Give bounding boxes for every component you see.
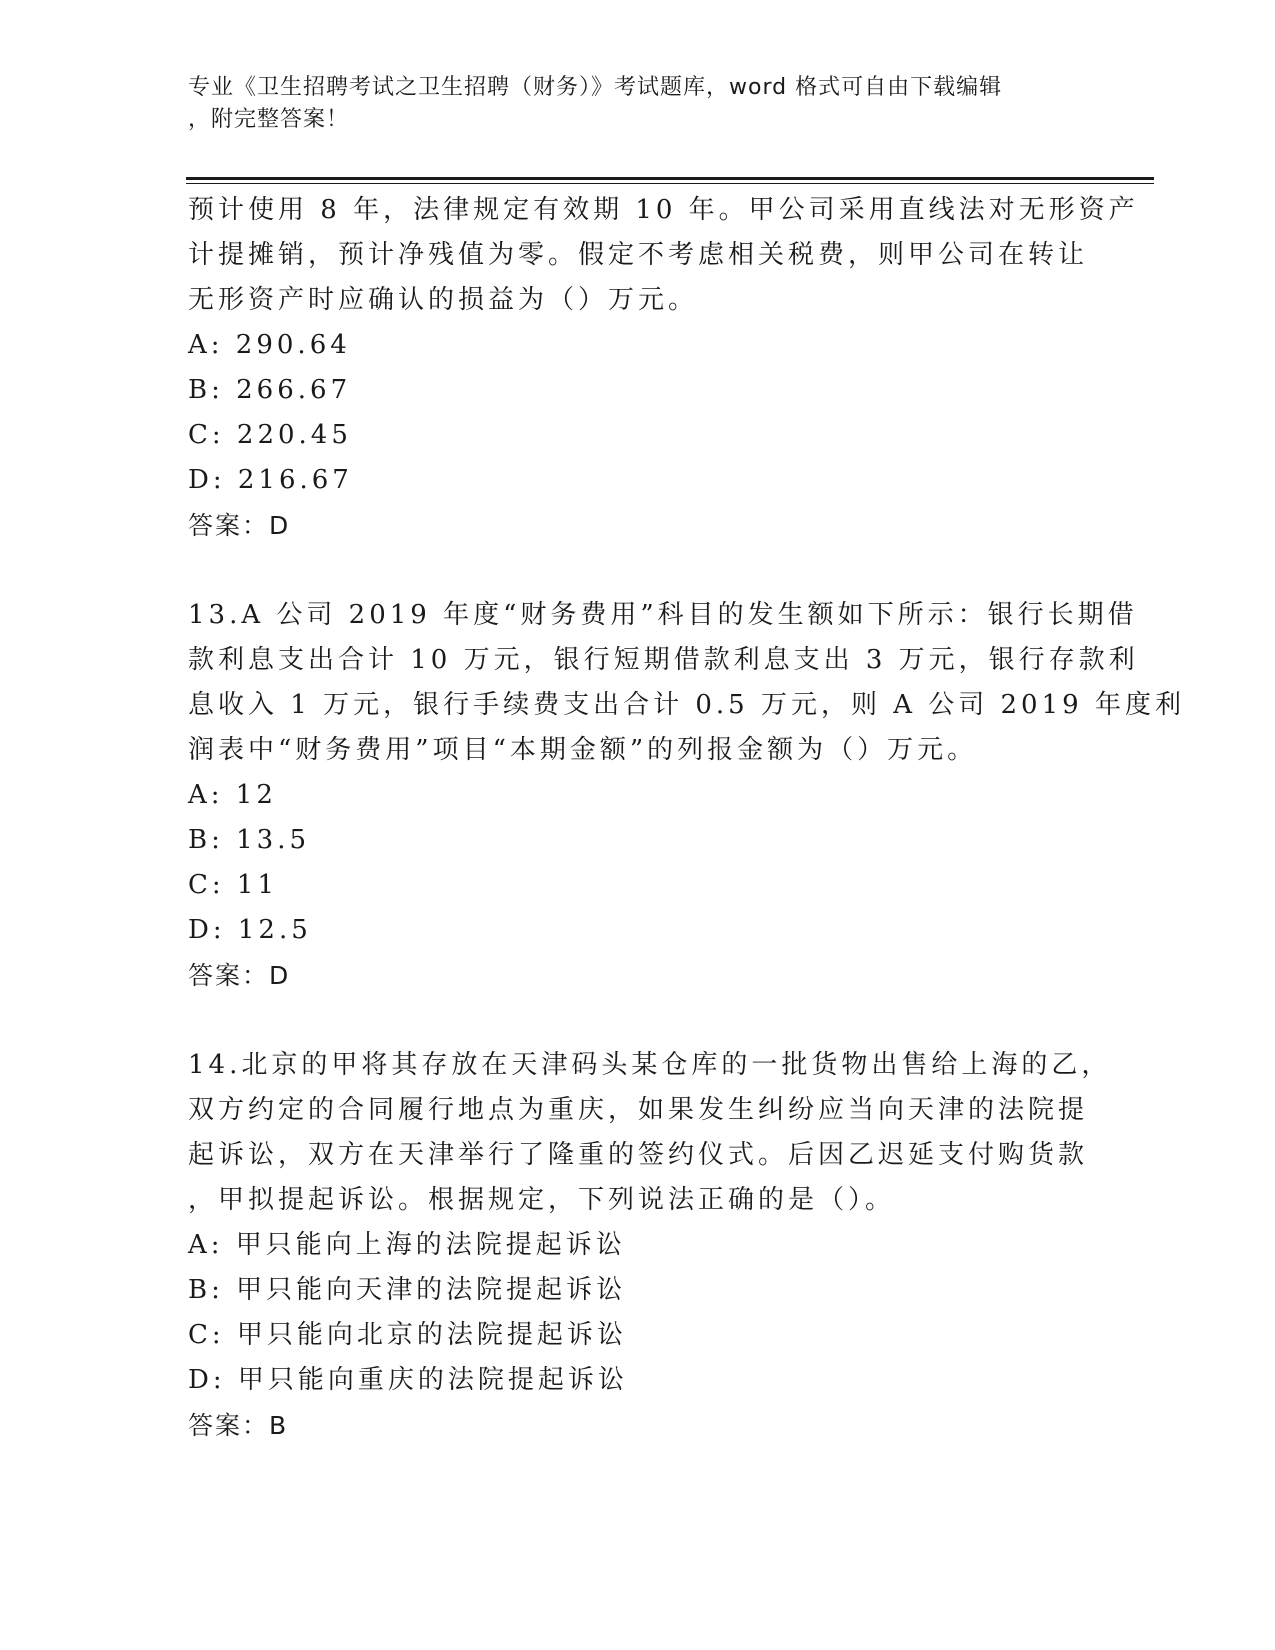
question-text-line: 14.北京的甲将其存放在天津码头某仓库的一批货物出售给上海的乙， [188,1050,1112,1080]
question-block [188,188,1139,549]
header-line-2: ，附完整答案！ [188,107,350,132]
answer-label: 答案：D [188,961,291,990]
option-c: C: 甲只能向北京的法院提起诉讼 [188,1320,627,1350]
question-text-line: 起诉讼，双方在天津举行了隆重的签约仪式。后因乙迟延支付购货款 [188,1140,1089,1170]
spacer [188,549,1088,593]
question-text-line: 计提摊销，预计净残值为零。假定不考虑相关税费，则甲公司在转让 [188,240,1089,270]
option-c: C: 11 [188,870,279,900]
option-d: D: 12.5 [188,915,312,945]
question-text-line: 无形资产时应确认的损益为（）万元。 [188,285,699,315]
spacer [188,999,1088,1043]
option-a: A: 290.64 [188,330,351,360]
option-d: D: 216.67 [188,465,353,495]
question-text-line: 预计使用 8 年，法律规定有效期 10 年。甲公司采用直线法对无形资产 [188,195,1139,225]
option-a: A: 甲只能向上海的法院提起诉讼 [188,1230,626,1260]
question-text-line: 润表中“财务费用”项目“本期金额”的列报金额为（）万元。 [188,735,978,765]
question-block [188,1043,1112,1449]
question-text-line: ，甲拟提起诉讼。根据规定，下列说法正确的是（）。 [188,1185,896,1215]
question-text-line: 13.A 公司 2019 年度“财务费用”科目的发生额如下所示：银行长期借 [188,600,1138,630]
question-list [188,188,1185,1449]
header-divider-thin [186,183,1154,184]
document-header [188,72,1068,136]
option-c: C: 220.45 [188,420,352,450]
option-b: B: 甲只能向天津的法院提起诉讼 [188,1275,627,1305]
answer-label: 答案：D [188,511,291,540]
question-text-line: 款利息支出合计 10 万元，银行短期借款利息支出 3 万元，银行存款利 [188,645,1139,675]
question-text-line: 息收入 1 万元，银行手续费支出合计 0.5 万元，则 A 公司 2019 年度利 [188,690,1185,720]
header-line-1: 专业《卫生招聘考试之卫生招聘（财务）》考试题库，word 格式可自由下载编辑 [188,75,1003,100]
answer-label: 答案：B [188,1411,289,1440]
option-d: D: 甲只能向重庆的法院提起诉讼 [188,1365,628,1395]
question-text-line: 双方约定的合同履行地点为重庆，如果发生纠纷应当向天津的法院提 [188,1095,1089,1125]
header-divider-thick [186,177,1154,180]
option-b: B: 13.5 [188,825,311,855]
question-block [188,593,1185,999]
option-b: B: 266.67 [188,375,352,405]
option-a: A: 12 [188,780,277,810]
